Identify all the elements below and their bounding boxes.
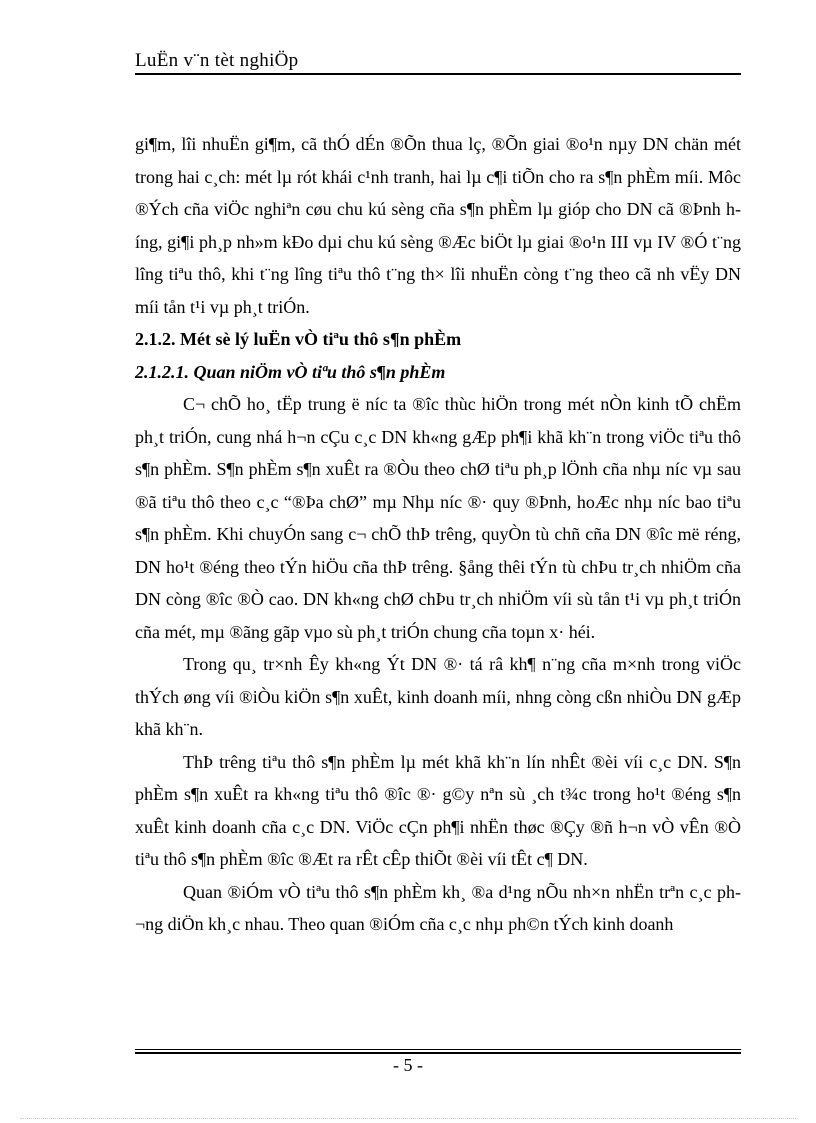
subsection-heading: 2.1.2.1. Quan niÖm vÒ tiªu thô s¶n phÈm bbox=[135, 361, 446, 382]
paragraph: Trong qu¸ tr×nh Êy kh«ng Ýt DN ®· tá râ kh¶ n¨ng cña m×nh trong viÖc thÝch øng víi ®iÒu kiÖn s¶n xuÊt, kinh doanh míi, nhng còng cßn nhiÒu DN gÆp khã kh¨n. bbox=[135, 654, 741, 739]
document-body bbox=[135, 128, 741, 941]
running-header-title: LuËn v¨n tèt nghiÖp bbox=[135, 50, 299, 71]
paragraph: Quan ®iÓm vÒ tiªu thô s¶n phÈm kh¸ ®a d¹ng nÕu nh×n nhËn trªn c¸c ph¬ng diÖn kh¸c nhau. Theo quan ®iÓm cña c¸c nhµ ph©n tÝch kinh doanh bbox=[135, 881, 741, 934]
page-number: - 5 - bbox=[393, 1055, 423, 1075]
header-rule bbox=[135, 73, 741, 75]
footer-rule-thin bbox=[135, 1049, 741, 1050]
paragraph: ThÞ trêng tiªu thô s¶n phÈm lµ mét khã kh¨n lín nhÊt ®èi víi c¸c DN. S¶n phÈm s¶n xuÊt ra kh«ng tiªu thô ®îc ®· g©y nªn sù ¸ch t¾c trong ho¹t ®éng s¶n xuÊt kinh doanh cña c¸c DN. ViÖc cÇn ph¶i nhËn thøc ®Çy ®ñ h¬n vÒ vÊn ®Ò tiªu thô s¶n phÈm ®îc ®Æt ra rÊt cÊp thiÕt ®èi víi tÊt c¶ DN. bbox=[135, 751, 741, 869]
paragraph: C¬ chÕ ho¸ tËp trung ë níc ta ®îc thùc hiÖn trong mét nÒn kinh tÕ chËm ph¸t triÓn, cung nhá h¬n cÇu c¸c DN kh«ng gÆp ph¶i khã kh¨n trong viÖc tiªu thô s¶n phÈm. S¶n phÈm s¶n xuÊt ra ®Òu theo chØ tiªu ph¸p lÖnh cña nhµ níc vµ sau ®ã tiªu thô theo c¸c “®Þa chØ” mµ Nhµ níc ®· quy ®Þnh, hoÆc nhµ níc bao tiªu s¶n phÈm. Khi chuyÓn sang c¬ chÕ thÞ trêng, quyÒn tù chñ cña DN ®îc më réng, DN ho¹t ®éng theo tÝn hiÖu cña thÞ trêng. §ång thêi tÝn tù chÞu tr¸ch nhiÖm cña DN còng ®îc ®Ò cao. DN kh«ng chØ chÞu tr¸ch nhiÖm víi sù tån t¹i vµ ph¸t triÓn cña mét, mµ ®ãng gãp vµo sù ph¸t triÓn chung cña toµn x· héi. bbox=[135, 394, 741, 642]
paragraph-continuation: gi¶m, lîi nhuËn gi¶m, cã thÓ dÉn ®Õn thua lç, ®Õn giai ®o¹n nµy DN chän mét trong hai c¸ch: mét lµ rót khái c¹nh tranh, hai lµ c¶i tiÕn cho ra s¶n phÈm míi. Môc ®Ých cña viÖc nghiªn cøu chu kú sèng cña s¶n phÈm lµ gióp cho DN cã ®Þnh híng, gi¶i ph¸p nh»m kÐo dµi chu kú sèng ®Æc biÖt lµ giai ®o¹n III vµ IV ®Ó t¨ng lîng tiªu thô, khi t¨ng lîng tiªu thô t¨ng th× lîi nhuËn còng t¨ng theo cã nh vËy DN míi tån t¹i vµ ph¸t triÓn. bbox=[135, 134, 741, 317]
footer-rule-thick bbox=[135, 1052, 741, 1054]
section-heading: 2.1.2. Mét sè lý luËn vÒ tiªu thô s¶n phÈm bbox=[135, 329, 462, 349]
page-edge-divider bbox=[20, 1118, 796, 1119]
